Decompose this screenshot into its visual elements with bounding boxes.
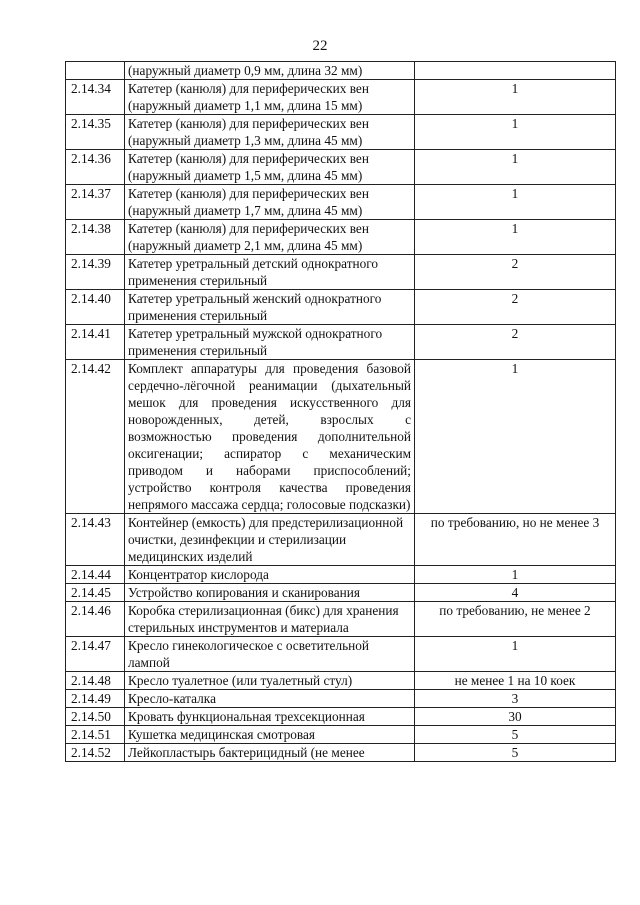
item-quantity-cell: 3 <box>415 690 616 708</box>
item-number-cell: 2.14.43 <box>66 514 125 566</box>
item-number-cell <box>66 62 125 80</box>
table-row <box>66 514 616 566</box>
item-number-cell: 2.14.46 <box>66 602 125 637</box>
item-number-cell: 2.14.40 <box>66 290 125 325</box>
table-row <box>66 62 616 80</box>
table-row <box>66 150 616 185</box>
item-quantity-cell: по требованию, но не менее 3 <box>415 514 616 566</box>
table-row <box>66 708 616 726</box>
item-quantity-cell: 1 <box>415 220 616 255</box>
item-number-cell: 2.14.38 <box>66 220 125 255</box>
item-number-cell: 2.14.34 <box>66 80 125 115</box>
table-row <box>66 255 616 290</box>
item-quantity-cell: не менее 1 на 10 коек <box>415 672 616 690</box>
table-row <box>66 602 616 637</box>
item-quantity-cell: 2 <box>415 290 616 325</box>
item-quantity-cell: 1 <box>415 637 616 672</box>
item-number-cell: 2.14.39 <box>66 255 125 290</box>
page-number: 22 <box>312 38 328 54</box>
table-row <box>66 115 616 150</box>
item-quantity-cell: 1 <box>415 360 616 514</box>
item-quantity-cell: 1 <box>415 80 616 115</box>
table-row <box>66 360 616 514</box>
item-quantity-cell: по требованию, не менее 2 <box>415 602 616 637</box>
item-quantity-cell <box>415 62 616 80</box>
table-row <box>66 220 616 255</box>
item-number-cell: 2.14.49 <box>66 690 125 708</box>
item-quantity-cell: 1 <box>415 566 616 584</box>
item-quantity-cell: 1 <box>415 150 616 185</box>
item-name-cell: Контейнер (емкость) для предстерилизационной очистки, дезинфекции и стерилизации медицинских изделий <box>125 514 415 566</box>
item-name-cell: Катетер уретральный мужской однократного применения стерильный <box>125 325 415 360</box>
item-quantity-cell: 1 <box>415 185 616 220</box>
item-quantity-cell: 1 <box>415 115 616 150</box>
table-row <box>66 690 616 708</box>
table-row <box>66 744 616 762</box>
item-name-cell: Кресло-каталка <box>125 690 415 708</box>
item-name-cell: Катетер (канюля) для периферических вен (наружный диаметр 2,1 мм, длина 45 мм) <box>125 220 415 255</box>
item-name-cell: Катетер (канюля) для периферических вен (наружный диаметр 1,3 мм, длина 45 мм) <box>125 115 415 150</box>
item-name-cell: (наружный диаметр 0,9 мм, длина 32 мм) <box>125 62 415 80</box>
item-number-cell: 2.14.44 <box>66 566 125 584</box>
item-number-cell: 2.14.41 <box>66 325 125 360</box>
item-name-cell: Концентратор кислорода <box>125 566 415 584</box>
item-name-cell: Катетер (канюля) для периферических вен (наружный диаметр 1,5 мм, длина 45 мм) <box>125 150 415 185</box>
table-row <box>66 637 616 672</box>
item-number-cell: 2.14.35 <box>66 115 125 150</box>
table-row <box>66 80 616 115</box>
item-name-cell: Катетер уретральный женский однократного применения стерильный <box>125 290 415 325</box>
item-name-cell: Устройство копирования и сканирования <box>125 584 415 602</box>
table-row <box>66 672 616 690</box>
item-number-cell: 2.14.48 <box>66 672 125 690</box>
table-row <box>66 185 616 220</box>
item-name-cell: Комплект аппаратуры для проведения базовой сердечно-лёгочной реанимации (дыхательный мешок для проведения искусственного для новорожденных, детей, взрослых с возможностью проведения дополнительной оксигенации; аспиратор с механическим приводом и наборами приспособлений; устройство контроля качества проведения непрямого массажа сердца; голосовые подсказки) <box>125 360 415 514</box>
table-row <box>66 325 616 360</box>
item-number-cell: 2.14.45 <box>66 584 125 602</box>
item-name-cell: Кресло гинекологическое с осветительной лампой <box>125 637 415 672</box>
item-name-cell: Катетер (канюля) для периферических вен (наружный диаметр 1,7 мм, длина 45 мм) <box>125 185 415 220</box>
item-quantity-cell: 30 <box>415 708 616 726</box>
table-row <box>66 726 616 744</box>
item-number-cell: 2.14.36 <box>66 150 125 185</box>
item-quantity-cell: 2 <box>415 255 616 290</box>
equipment-table <box>65 61 616 762</box>
table-row <box>66 584 616 602</box>
item-number-cell: 2.14.52 <box>66 744 125 762</box>
item-number-cell: 2.14.37 <box>66 185 125 220</box>
item-name-cell: Катетер уретральный детский однократного применения стерильный <box>125 255 415 290</box>
equipment-table-body <box>66 62 616 762</box>
item-number-cell: 2.14.42 <box>66 360 125 514</box>
item-quantity-cell: 5 <box>415 744 616 762</box>
item-quantity-cell: 4 <box>415 584 616 602</box>
item-name-cell: Катетер (канюля) для периферических вен (наружный диаметр 1,1 мм, длина 15 мм) <box>125 80 415 115</box>
item-name-cell: Кушетка медицинская смотровая <box>125 726 415 744</box>
item-name-cell: Кресло туалетное (или туалетный стул) <box>125 672 415 690</box>
item-number-cell: 2.14.50 <box>66 708 125 726</box>
table-row <box>66 290 616 325</box>
table-row <box>66 566 616 584</box>
item-name-cell: Коробка стерилизационная (бикс) для хранения стерильных инструментов и материала <box>125 602 415 637</box>
item-quantity-cell: 2 <box>415 325 616 360</box>
item-number-cell: 2.14.47 <box>66 637 125 672</box>
item-name-cell: Лейкопластырь бактерицидный (не менее <box>125 744 415 762</box>
item-quantity-cell: 5 <box>415 726 616 744</box>
item-number-cell: 2.14.51 <box>66 726 125 744</box>
item-name-cell: Кровать функциональная трехсекционная <box>125 708 415 726</box>
